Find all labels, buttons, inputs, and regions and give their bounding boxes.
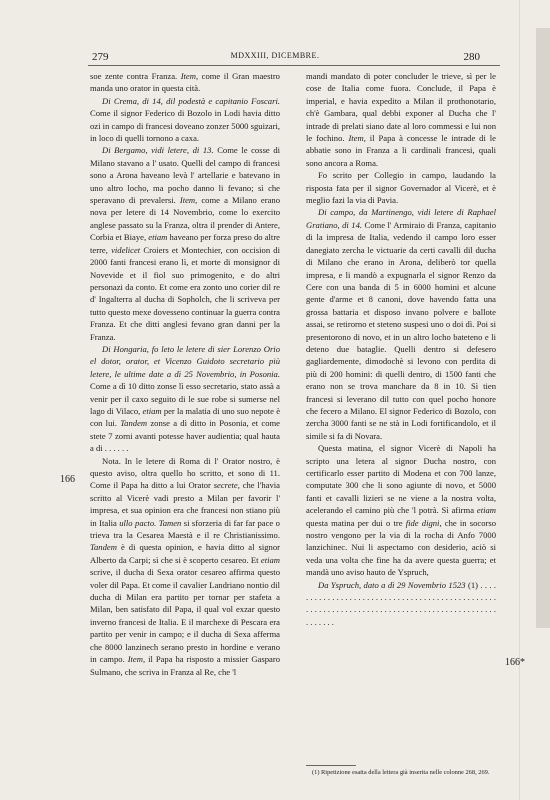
page-edge-shadow [536, 28, 550, 628]
text-span: mandi mandato di poter concluder le trieve, sì per le cose de Italia come fuora. Conclude, il Papa è imperial, e havia expedito a Milan il prothonotario, ch'è Gambara, qual debbi exponer al Ducha che l' intrade di prelati siano date al loro commessi e lui non le fochino. [306, 71, 496, 144]
margin-number-right: 166* [505, 657, 525, 668]
text-span: per la malatia di uno suo nepote è con lui. [90, 405, 281, 429]
paragraph [306, 442, 496, 578]
page-number-right: 280 [463, 51, 480, 63]
text-span: come a Milano erano nova per letere di 14 Novembrio, come lo exercito anglese passato su la Franza, oltra il prender di Antere, Corbia et Biaye, [90, 195, 280, 243]
text-span: Fo scrito per Collegio in campo, laudando la risposta fata per il signor Governador al Vicerè, et è meglio fazi la via di Pavia. [306, 170, 496, 206]
text-span: (1) . . . . . . . . . . . . . . . . . . . . . . . . . . . . . . . . . . . . . . . . . . . . . . . . . . . . . . . . . . . . . . . . . . . . . . . . . . . . . . . . . . . . . . . . . . . . . . . . . . . [306, 579, 497, 627]
italic-span: fide digni, [405, 517, 442, 528]
text-span: haveano per forza preso do altre terre, [90, 232, 280, 255]
italic-span: videlicet [111, 244, 141, 255]
paragraph [90, 70, 280, 95]
italic-span: Di Hongaria, fo leto le letere di sier Lorenzo Orio el dotor, orator, et Vicenzo Guidoto secretario più letere, le ultime date a dì 25 Novembrio, in Posonia. [90, 343, 280, 379]
italic-span: secrete, [213, 480, 240, 491]
italic-span: ullo pacto. Tamen [119, 517, 182, 528]
paragraph [90, 343, 280, 455]
text-span: scrive, il ducha di Sexa orator cesareo affirma questo voler dil Papa. Et come il cavalier Landriano nontio dil ducha di Milan era partito per tornar per stafeta a Milan, ben satisfato dil Papa, il qual vol exzar questo inverno francesi de Italia. E il marchexe di Pescara era partito per venir in campo; e il ducha di Sexa afferma che 8000 lanzinech serano presto in hordine e verano in campo. [90, 567, 280, 665]
text-span: il Papa à concesse le intrade di le abbatie sono in Franza a li cardinali francesi, quali sono ancora a Roma. [306, 133, 496, 168]
italic-span: Di Bergamo, vidi letere, di 13. [102, 145, 214, 156]
running-header: MDXXIII, DICEMBRE. [230, 51, 320, 60]
paragraph [90, 95, 280, 145]
text-span: questa matina per dui o tre [306, 517, 406, 528]
text-span: Come l' Armiraio di Franza, capitanio di la impresa de Italia, vedendo il campo loro esser danegiato zercha le victuarie da certi cavalli dil ducha di Milano che erano in Arona, deliberò tor quella impresa, e li mandò a expugnarla el signor Renzo da Cere con una banda di 5 in 6000 homini et alcune gente d'arme et 8 canoni, dove havendo fatta una grossa battaria et disposo invano polvere e ballote assai, se retirorno et steteno suspesi uno o doi dì. Poi si presentorono di novo, et in un altro locho bateteno e li deteno due bataglie. Quelli dentro si defesero gagliardemente, dimodochè si levono con perdita di più di 200 homini: di quelli dentro, di 1500 fanti che erano non se trova manchare da 8 in 10. Sì tien francesi si leverano dil tutto con quel pocho honore che fecero a Milano. El signor Federico di Bozolo, con zercha 3000 fanti se ne stà in Lodi fortificandolo, et il simile si fa di Novara. [306, 219, 496, 441]
text-span: è di questa opinion, e havia ditto al signor Alberto da Carpi; sì che si è scoperto cesareo. Et [90, 542, 280, 565]
margin-number-left: 166 [60, 474, 75, 485]
italic-span: Item, [180, 71, 199, 81]
header-rule [88, 65, 500, 66]
text-span: Questa matina, el signor Vicerè di Napoli ha scripto una letera al signor Ducha nostro, con certificarlo esser partito di Modena et con 700 lanze, computate 300 che li sono agiunte di novo, et 5000 fanti et cavalli lizieri se ne viene a la nostra volta, acelerando el camino più che 'l potrà. Sì afirma [306, 443, 496, 516]
left-text-column [90, 70, 280, 678]
italic-span: etiam [476, 505, 496, 516]
italic-span: etiam [260, 554, 280, 565]
paragraph [306, 206, 496, 442]
paragraph [306, 70, 496, 169]
italic-span: Tandem [120, 418, 148, 429]
italic-span: etiam [148, 232, 168, 243]
text-span: come il Gran maestro manda uno orator in questa cità. [90, 71, 280, 94]
text-span: Nota. In le letere di Roma di l' Orator nostro, è questo aviso, oltra quello ho scritto, et sono di 11. Come il Papa ha ditto a lui Orator [90, 455, 280, 491]
text-span: zonse a dì ditto in Posonia, et come stete 7 zorni avanti potesse haver audientia; qual hauta a di . . . . . . [90, 418, 280, 454]
paragraph [306, 169, 496, 206]
footnote: (1) Ripetizione esatta della lettera già inserita nelle colonne 268, 269. [312, 769, 490, 776]
page-fold-line [519, 0, 520, 800]
paragraph [90, 144, 280, 343]
text-span: il Papa ha risposto a missier Gasparo Sulmano, che scriva in Franza al Re, che 'l [90, 654, 280, 677]
italic-span: etiam [142, 405, 162, 416]
text-span: che in socorso nostro vengono per la via di la rocha di Anfo 7000 lanzichinec. Nui li aspectamo con desiderio, aciò si veda una volta che fine ha da avere questa guerra; et mandà uno aviso hauto de Yspruch, [306, 517, 497, 578]
footnote-rule [306, 765, 356, 766]
italic-span: Item, [348, 133, 366, 144]
text-span: Come il signor Federico di Bozolo in Lodi havia ditto ozi in campo di francesi doveano zonzer 5000 sguizari, in loco di quelli tornono a caxa. [90, 108, 280, 144]
italic-span: Item, [179, 195, 198, 206]
paragraph [90, 455, 280, 678]
text-span: Come le cosse di Milano stavano a l' usato. Quelli del campo di francesi sono a Arona haveano levà l' artellarie e batevano in uno altro locho, ma pocho danno li fevano; sì che speravano di prevalersi. [90, 145, 281, 206]
text-span: Croiers et Montechier, con occision di 2000 fanti francesi erano lì, et morte di monsignor di Novevide et il fiol suo primogenito, e do altri personazi da conto. Et come era zonto uno corier dil re d' Ingalterra al ducha di Sopholch, che li scriveva per tutto questo mexe dovesseno continuar la guerra contra Franza. Et che ditti anglesi fevano gran danni per la Franza. [90, 244, 280, 342]
italic-span: Da Yspruch, dato a dì 29 Novembrio 1523 [318, 579, 466, 590]
italic-span: Item, [127, 654, 146, 665]
paragraph [306, 579, 496, 629]
text-span: si sforzeria di far far pace o trieva tra la Cesarea Maestà e il re Christianissimo. [90, 517, 280, 541]
text-span: che l'havia scritto al Vicerè vadi presto a Milan per favorir l' impresa, et sua opinion era che francesi non stiano più in Italia [90, 480, 280, 528]
page-number-left: 279 [92, 51, 109, 63]
italic-span: Tandem [90, 542, 117, 553]
right-text-column [306, 70, 496, 628]
text-span: Come a dì 10 ditto zonse lì esso secretario, stato assà a venir per il caxo seguito di le sue robe si sumerse nel lago di Vilaco, [90, 381, 280, 416]
italic-span: Di campo, da Martinengo, vidi letere di Raphael Gratiano, di 14. [306, 207, 496, 230]
text-span: soe zente contra Franza. [90, 71, 181, 81]
italic-span: Di Crema, di 14, dil podestà e capitanio Foscari. [102, 95, 280, 106]
